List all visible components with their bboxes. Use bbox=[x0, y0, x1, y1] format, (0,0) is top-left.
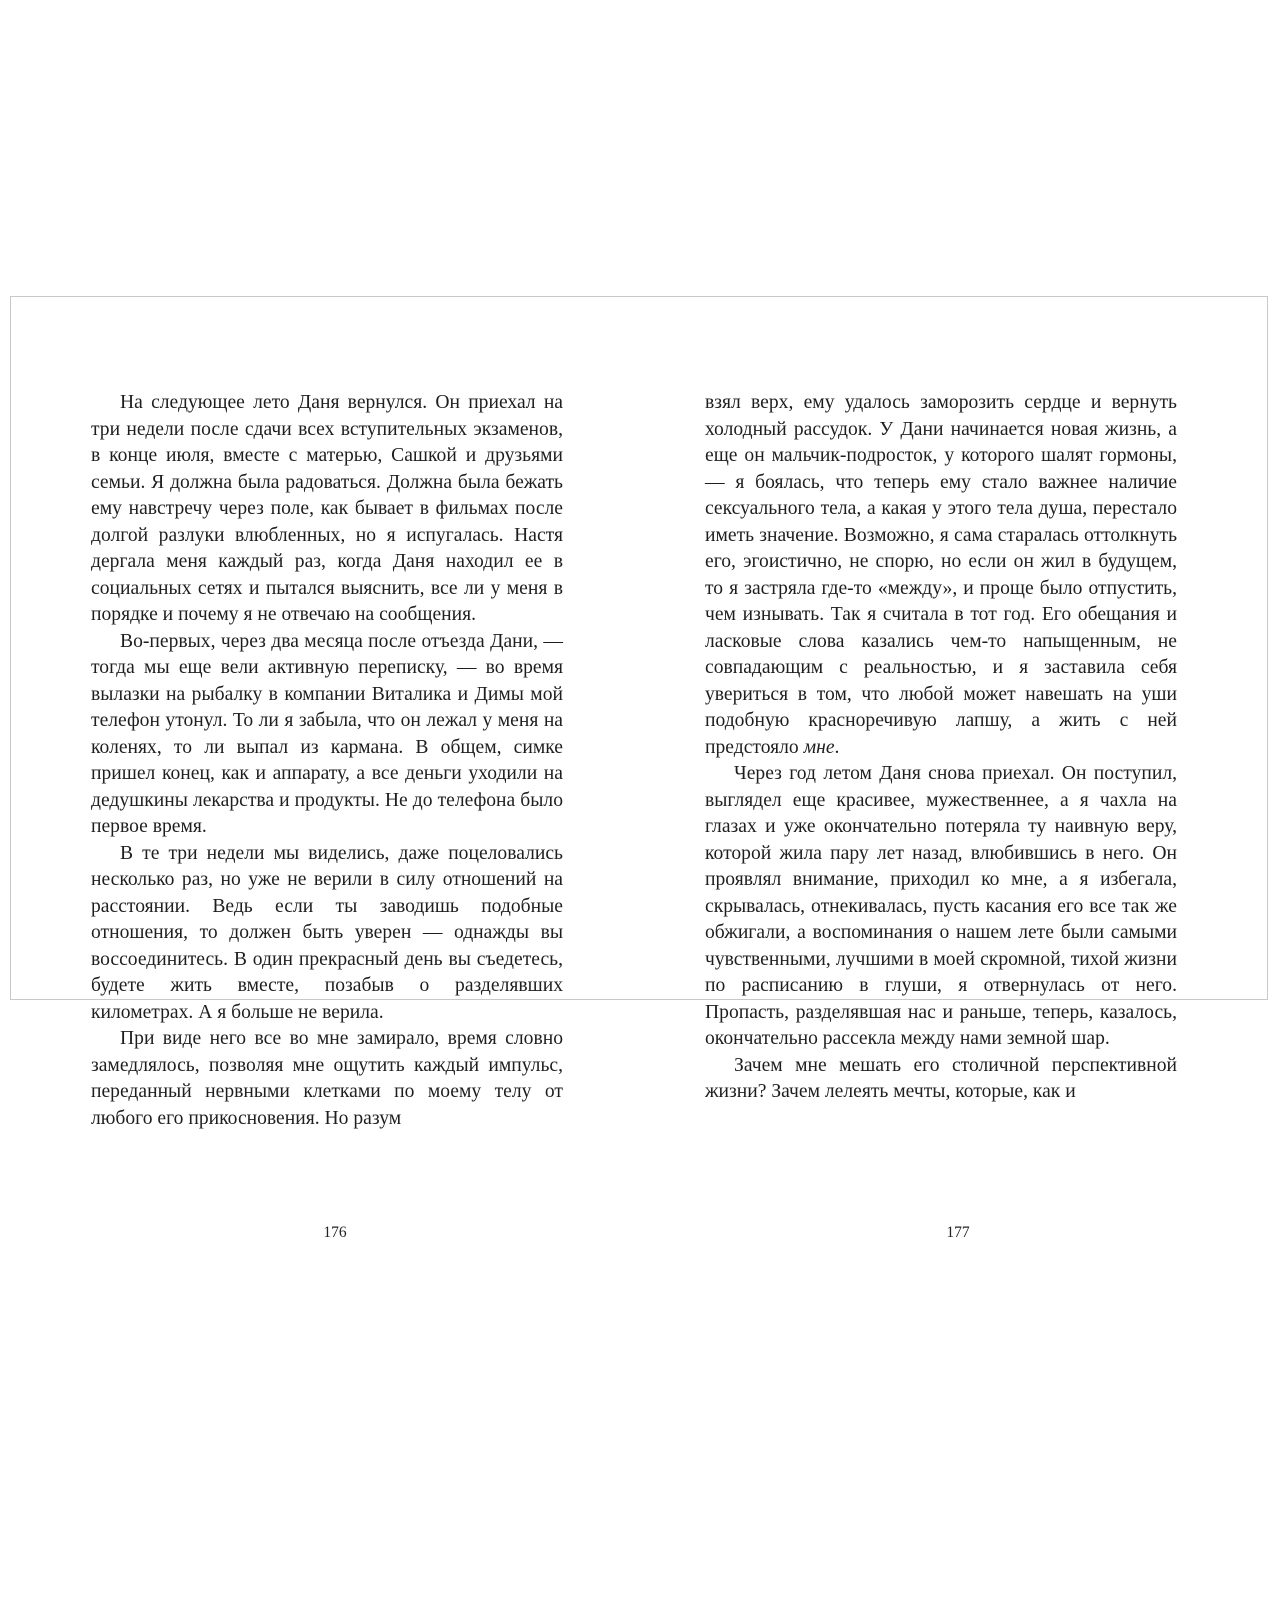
book-spread bbox=[10, 296, 1268, 1241]
right-page bbox=[705, 390, 1177, 1106]
left-page bbox=[91, 390, 563, 1132]
page-number-right: 177 bbox=[946, 1224, 970, 1241]
paragraph: Через год летом Даня снова приехал. Он поступил, выглядел еще красивее, мужественнее, а я чахла на глазах и уже окончательно потеряла ту наивную веру, которой жила пару лет назад, влюбившись в него. Он проявлял внимание, приходил ко мне, а я избегала, скрывалась, отнекивалась, пусть касания его все так же обжигали, а воспоминания о нашем лете были самыми чувственными, лучшими в моей скромной, тихой жизни по расписанию в глуши, я отвернулась от него. Пропасть, разделявшая нас и раньше, теперь, казалось, окончательно рассекла между нами земной шар. bbox=[705, 763, 1177, 1049]
page-number-left: 176 bbox=[323, 1224, 347, 1241]
paragraph-continued bbox=[705, 390, 1177, 761]
paragraph: Зачем мне мешать его столичной перспективной жизни? Зачем лелеять мечты, которые, как и bbox=[705, 1054, 1177, 1102]
left-page-text bbox=[91, 390, 563, 1132]
paragraph: При виде него все во мне замирало, время словно замедлялось, позволяя мне ощутить каждый импульс, переданный нервными клетками по моему телу от любого его прикосновения. Но разум bbox=[91, 1028, 563, 1129]
paragraph: В те три недели мы виделись, даже поцеловались несколько раз, но уже не верили в силу отношений на расстоянии. Ведь если ты заводишь подобные отношения, то должен быть уверен — однажды вы воссоединитесь. В один прекрасный день вы съедетесь, будете жить вместе, позабыв о разделявших километрах. А я больше не верила. bbox=[91, 842, 563, 1023]
paragraph-text: взял верх, ему удалось заморозить сердце и вернуть холодный рассудок. У Дани начинается новая жизнь, а еще он мальчик-подросток, у которого шалят гормоны, — я боялась, что теперь ему стало важнее наличие сексуального тела, а какая у этого тела душа, перестало иметь значение. Возможно, я сама старалась оттолкнуть его, эгоистично, не спорю, но если он жил в будущем, то я застряла где-то «между», и проще было отпустить, чем изнывать. Так я считала в тот год. Его обещания и ласковые слова казались чем-то напыщенным, не совпадающим с реальностью, и я заставила себя увериться в том, что любой может навешать на уши подобную красноречивую лапшу, а жить с ней предстояло bbox=[705, 392, 1177, 758]
emphasized-word: мне bbox=[803, 736, 835, 758]
paragraph: На следующее лето Даня вернулся. Он приехал на три недели после сдачи всех вступительных экзаменов, в конце июля, вместе с матерью, Сашкой и друзьями семьи. Я должна была радоваться. Должна была бежать ему навстречу через поле, как бывает в фильмах после долгой разлуки влюбленных, но я испугалась. Настя дергала меня каждый раз, когда Даня находил ее в социальных сетях и пытался выяснить, все ли у меня в порядке и почему я не отвечаю на сообщения. bbox=[91, 392, 563, 625]
paragraph: Во-первых, через два месяца после отъезда Дани, — тогда мы еще вели активную переписку, — во время вылазки на рыбалку в компании Виталика и Димы мой телефон утонул. То ли я забыла, что он лежал у меня на коленях, то ли выпал из кармана. В общем, симке пришел конец, как и аппарату, а все деньги уходили на дедушкины лекарства и продукты. Не до телефона было первое время. bbox=[91, 630, 563, 837]
paragraph-text: . bbox=[834, 736, 840, 758]
right-page-text bbox=[705, 390, 1177, 1106]
